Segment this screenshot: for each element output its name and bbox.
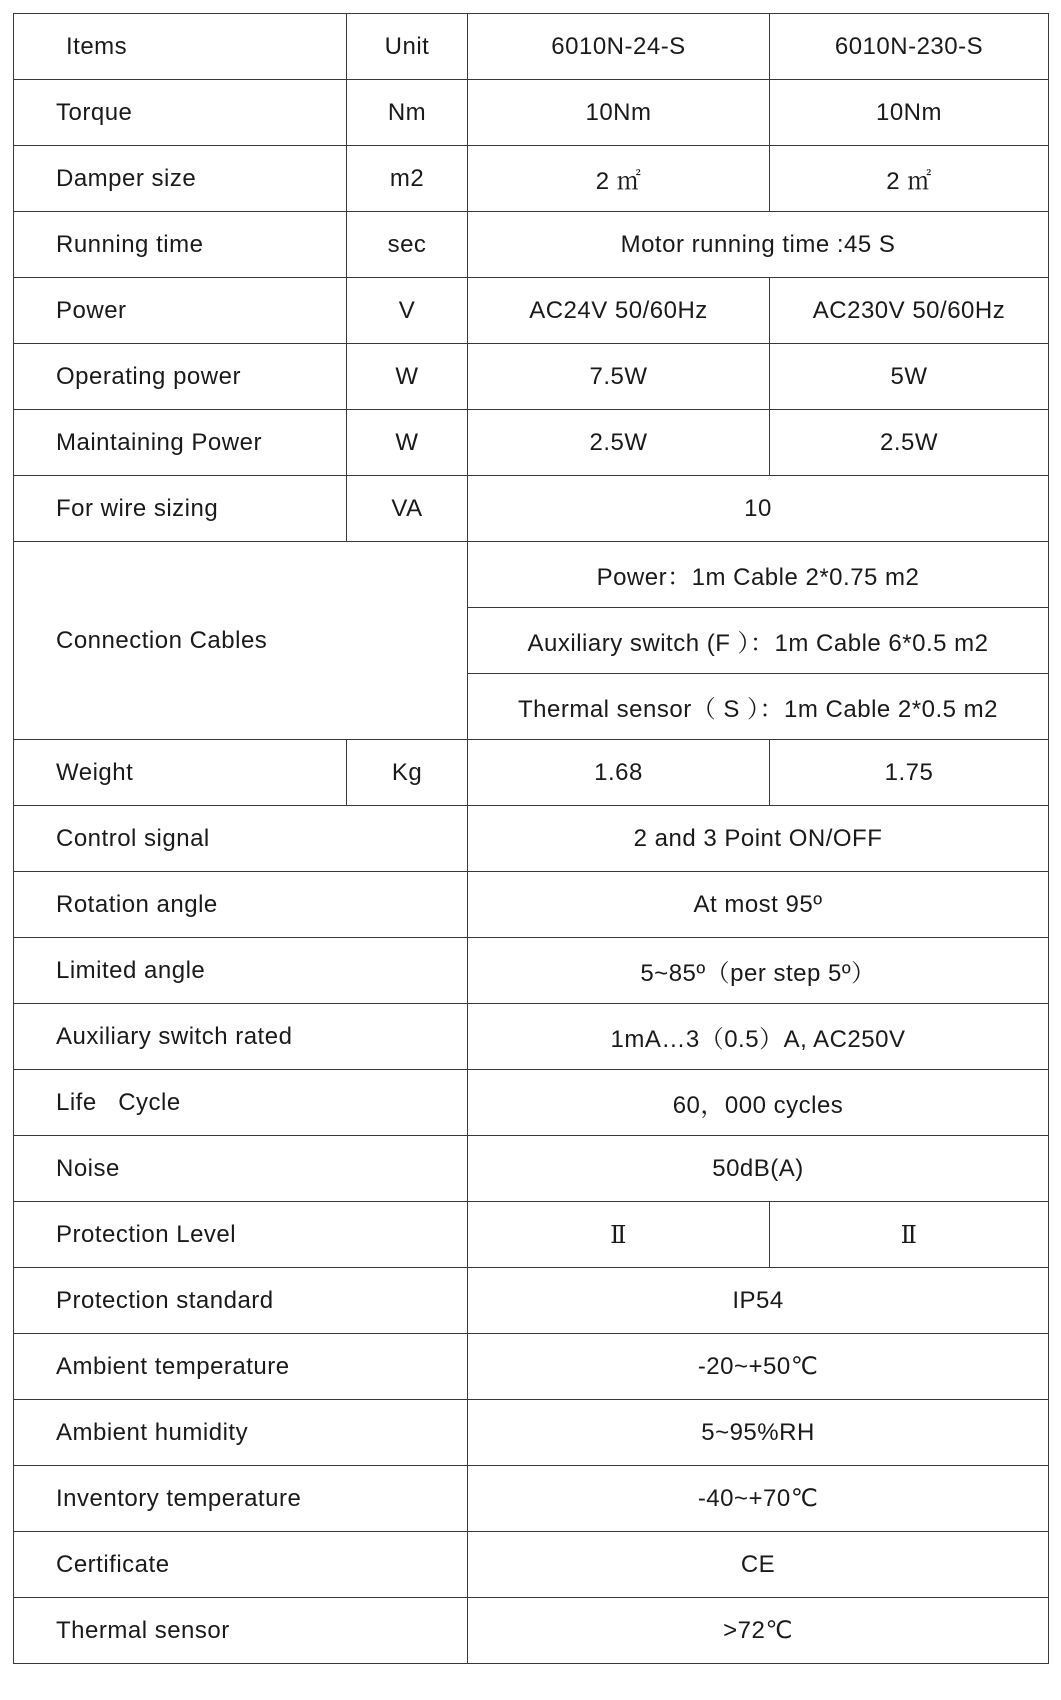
row-label: Torque <box>14 80 347 146</box>
row-label: Damper size <box>14 146 347 212</box>
table-row-thermal-sensor <box>14 1598 1049 1664</box>
row-label: Inventory temperature <box>14 1466 468 1532</box>
row-label: Operating power <box>14 344 347 410</box>
row-value: 60，000 cycles <box>468 1070 1049 1136</box>
row-unit: Kg <box>347 740 468 806</box>
table-row-inventory-temperature <box>14 1466 1049 1532</box>
row-label: For wire sizing <box>14 476 347 542</box>
row-value: At most 95º <box>468 872 1049 938</box>
row-label: Connection Cables <box>14 542 468 740</box>
row-label: Ambient humidity <box>14 1400 468 1466</box>
row-unit: V <box>347 278 468 344</box>
row-value: 5~95%RH <box>468 1400 1049 1466</box>
cable-thermal-sensor: Thermal sensor（ S ）：1m Cable 2*0.5 m2 <box>468 674 1049 740</box>
table-row-running-time <box>14 212 1049 278</box>
table-row-rotation-angle <box>14 872 1049 938</box>
row-value-b: 5W <box>770 344 1049 410</box>
row-value-a: 2 ㎡ <box>468 146 770 212</box>
row-value: -40~+70℃ <box>468 1466 1049 1532</box>
row-unit: W <box>347 410 468 476</box>
row-value: IP54 <box>468 1268 1049 1334</box>
row-unit: sec <box>347 212 468 278</box>
header-model-b: 6010N-230-S <box>770 14 1049 80</box>
row-label: Certificate <box>14 1532 468 1598</box>
table-row-noise <box>14 1136 1049 1202</box>
row-label: Limited angle <box>14 938 468 1004</box>
row-label: Noise <box>14 1136 468 1202</box>
row-value: 5~85º（per step 5º） <box>468 938 1049 1004</box>
table-row-damper-size <box>14 146 1049 212</box>
table-row-protection-level <box>14 1202 1049 1268</box>
row-value: CE <box>468 1532 1049 1598</box>
row-label: Life Cycle <box>14 1070 468 1136</box>
table-row-weight <box>14 740 1049 806</box>
row-label: Thermal sensor <box>14 1598 468 1664</box>
row-label: Protection Level <box>14 1202 468 1268</box>
row-value: -20~+50℃ <box>468 1334 1049 1400</box>
table-row-life-cycle <box>14 1070 1049 1136</box>
table-row-limited-angle <box>14 938 1049 1004</box>
row-label: Running time <box>14 212 347 278</box>
table-row-aux-switch-rated <box>14 1004 1049 1070</box>
row-label: Weight <box>14 740 347 806</box>
row-value: Motor running time :45 S <box>468 212 1049 278</box>
header-unit: Unit <box>347 14 468 80</box>
table-row-ambient-humidity <box>14 1400 1049 1466</box>
row-value-a: 10Nm <box>468 80 770 146</box>
row-value-a: AC24V 50/60Hz <box>468 278 770 344</box>
table-row-maintaining-power <box>14 410 1049 476</box>
table-row-power <box>14 278 1049 344</box>
row-label: Control signal <box>14 806 468 872</box>
table-row-control-signal <box>14 806 1049 872</box>
row-unit: W <box>347 344 468 410</box>
row-value-b: 2.5W <box>770 410 1049 476</box>
row-value: >72℃ <box>468 1598 1049 1664</box>
row-value: 50dB(A) <box>468 1136 1049 1202</box>
row-value: 2 and 3 Point ON/OFF <box>468 806 1049 872</box>
table-row-header <box>14 14 1049 80</box>
row-unit: VA <box>347 476 468 542</box>
table-row-connection-cables <box>14 542 1049 608</box>
row-value-a: 7.5W <box>468 344 770 410</box>
row-value-b: 1.75 <box>770 740 1049 806</box>
row-unit: m2 <box>347 146 468 212</box>
header-items: Items <box>14 14 347 80</box>
row-value: 10 <box>468 476 1049 542</box>
table-row-ambient-temperature <box>14 1334 1049 1400</box>
row-value-b: Ⅱ <box>770 1202 1049 1268</box>
row-value-a: Ⅱ <box>468 1202 770 1268</box>
cable-auxiliary-switch: Auxiliary switch (F ）：1m Cable 6*0.5 m2 <box>468 608 1049 674</box>
table-row-torque <box>14 80 1049 146</box>
row-value-b: AC230V 50/60Hz <box>770 278 1049 344</box>
row-value-b: 2 ㎡ <box>770 146 1049 212</box>
row-label: Ambient temperature <box>14 1334 468 1400</box>
row-label: Maintaining Power <box>14 410 347 476</box>
row-label: Power <box>14 278 347 344</box>
row-value-a: 2.5W <box>468 410 770 476</box>
table-row-operating-power <box>14 344 1049 410</box>
table-row-certificate <box>14 1532 1049 1598</box>
row-unit: Nm <box>347 80 468 146</box>
row-value-a: 1.68 <box>468 740 770 806</box>
cable-power: Power：1m Cable 2*0.75 m2 <box>468 542 1049 608</box>
header-model-a: 6010N-24-S <box>468 14 770 80</box>
spec-table <box>13 13 1049 1664</box>
row-value-b: 10Nm <box>770 80 1049 146</box>
row-label: Protection standard <box>14 1268 468 1334</box>
row-value: 1mA…3（0.5）A, AC250V <box>468 1004 1049 1070</box>
table-row-protection-standard <box>14 1268 1049 1334</box>
row-label: Auxiliary switch rated <box>14 1004 468 1070</box>
row-label: Rotation angle <box>14 872 468 938</box>
table-row-wire-sizing <box>14 476 1049 542</box>
